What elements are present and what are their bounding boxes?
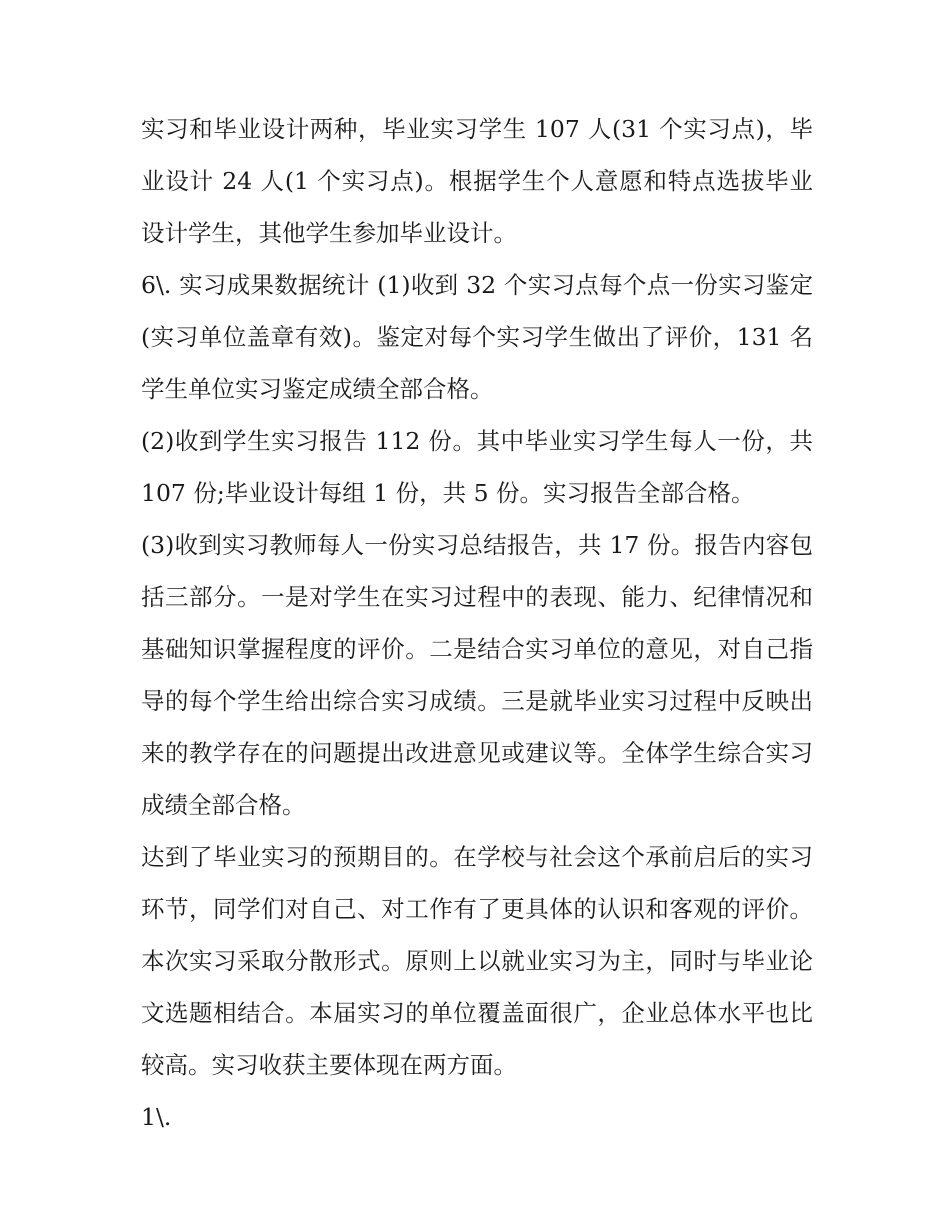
document-body: [141, 103, 813, 1143]
paragraph-internship-types: 实习和毕业设计两种，毕业实习学生 107 人(31 个实习点)，毕业设计 24 人(1 个实习点)。根据学生个人意愿和特点选拔毕业设计学生，其他学生参加毕业设计。: [141, 115, 813, 247]
paragraph-results-statistics: 6\. 实习成果数据统计 (1)收到 32 个实习点每个点一份实习鉴定(实习单位盖章有效)。鉴定对每个实习学生做出了评价，131 名学生单位实习鉴定成绩全部合格。: [141, 271, 813, 403]
paragraph-student-reports: (2)收到学生实习报告 112 份。其中毕业实习学生每人一份，共 107 份;毕业设计每组 1 份，共 5 份。实习报告全部合格。: [141, 427, 813, 507]
paragraph-list-item-1: 1\.: [141, 1103, 172, 1131]
paragraph-goals-achieved: 达到了毕业实习的预期目的。在学校与社会这个承前启后的实习环节，同学们对自己、对工作有了更具体的认识和客观的评价。本次实习采取分散形式。原则上以就业实习为主，同时与毕业论文选题相结合。本届实习的单位覆盖面很广，企业总体水平也比较高。实习收获主要体现在两方面。: [141, 843, 813, 1079]
paragraph-teacher-reports: (3)收到实习教师每人一份实习总结报告，共 17 份。报告内容包括三部分。一是对学生在实习过程中的表现、能力、纪律情况和基础知识掌握程度的评价。二是结合实习单位的意见，对自己指导的每个学生给出综合实习成绩。三是就毕业实习过程中反映出来的教学存在的问题提出改进意见或建议等。全体学生综合实习成绩全部合格。: [141, 531, 813, 819]
